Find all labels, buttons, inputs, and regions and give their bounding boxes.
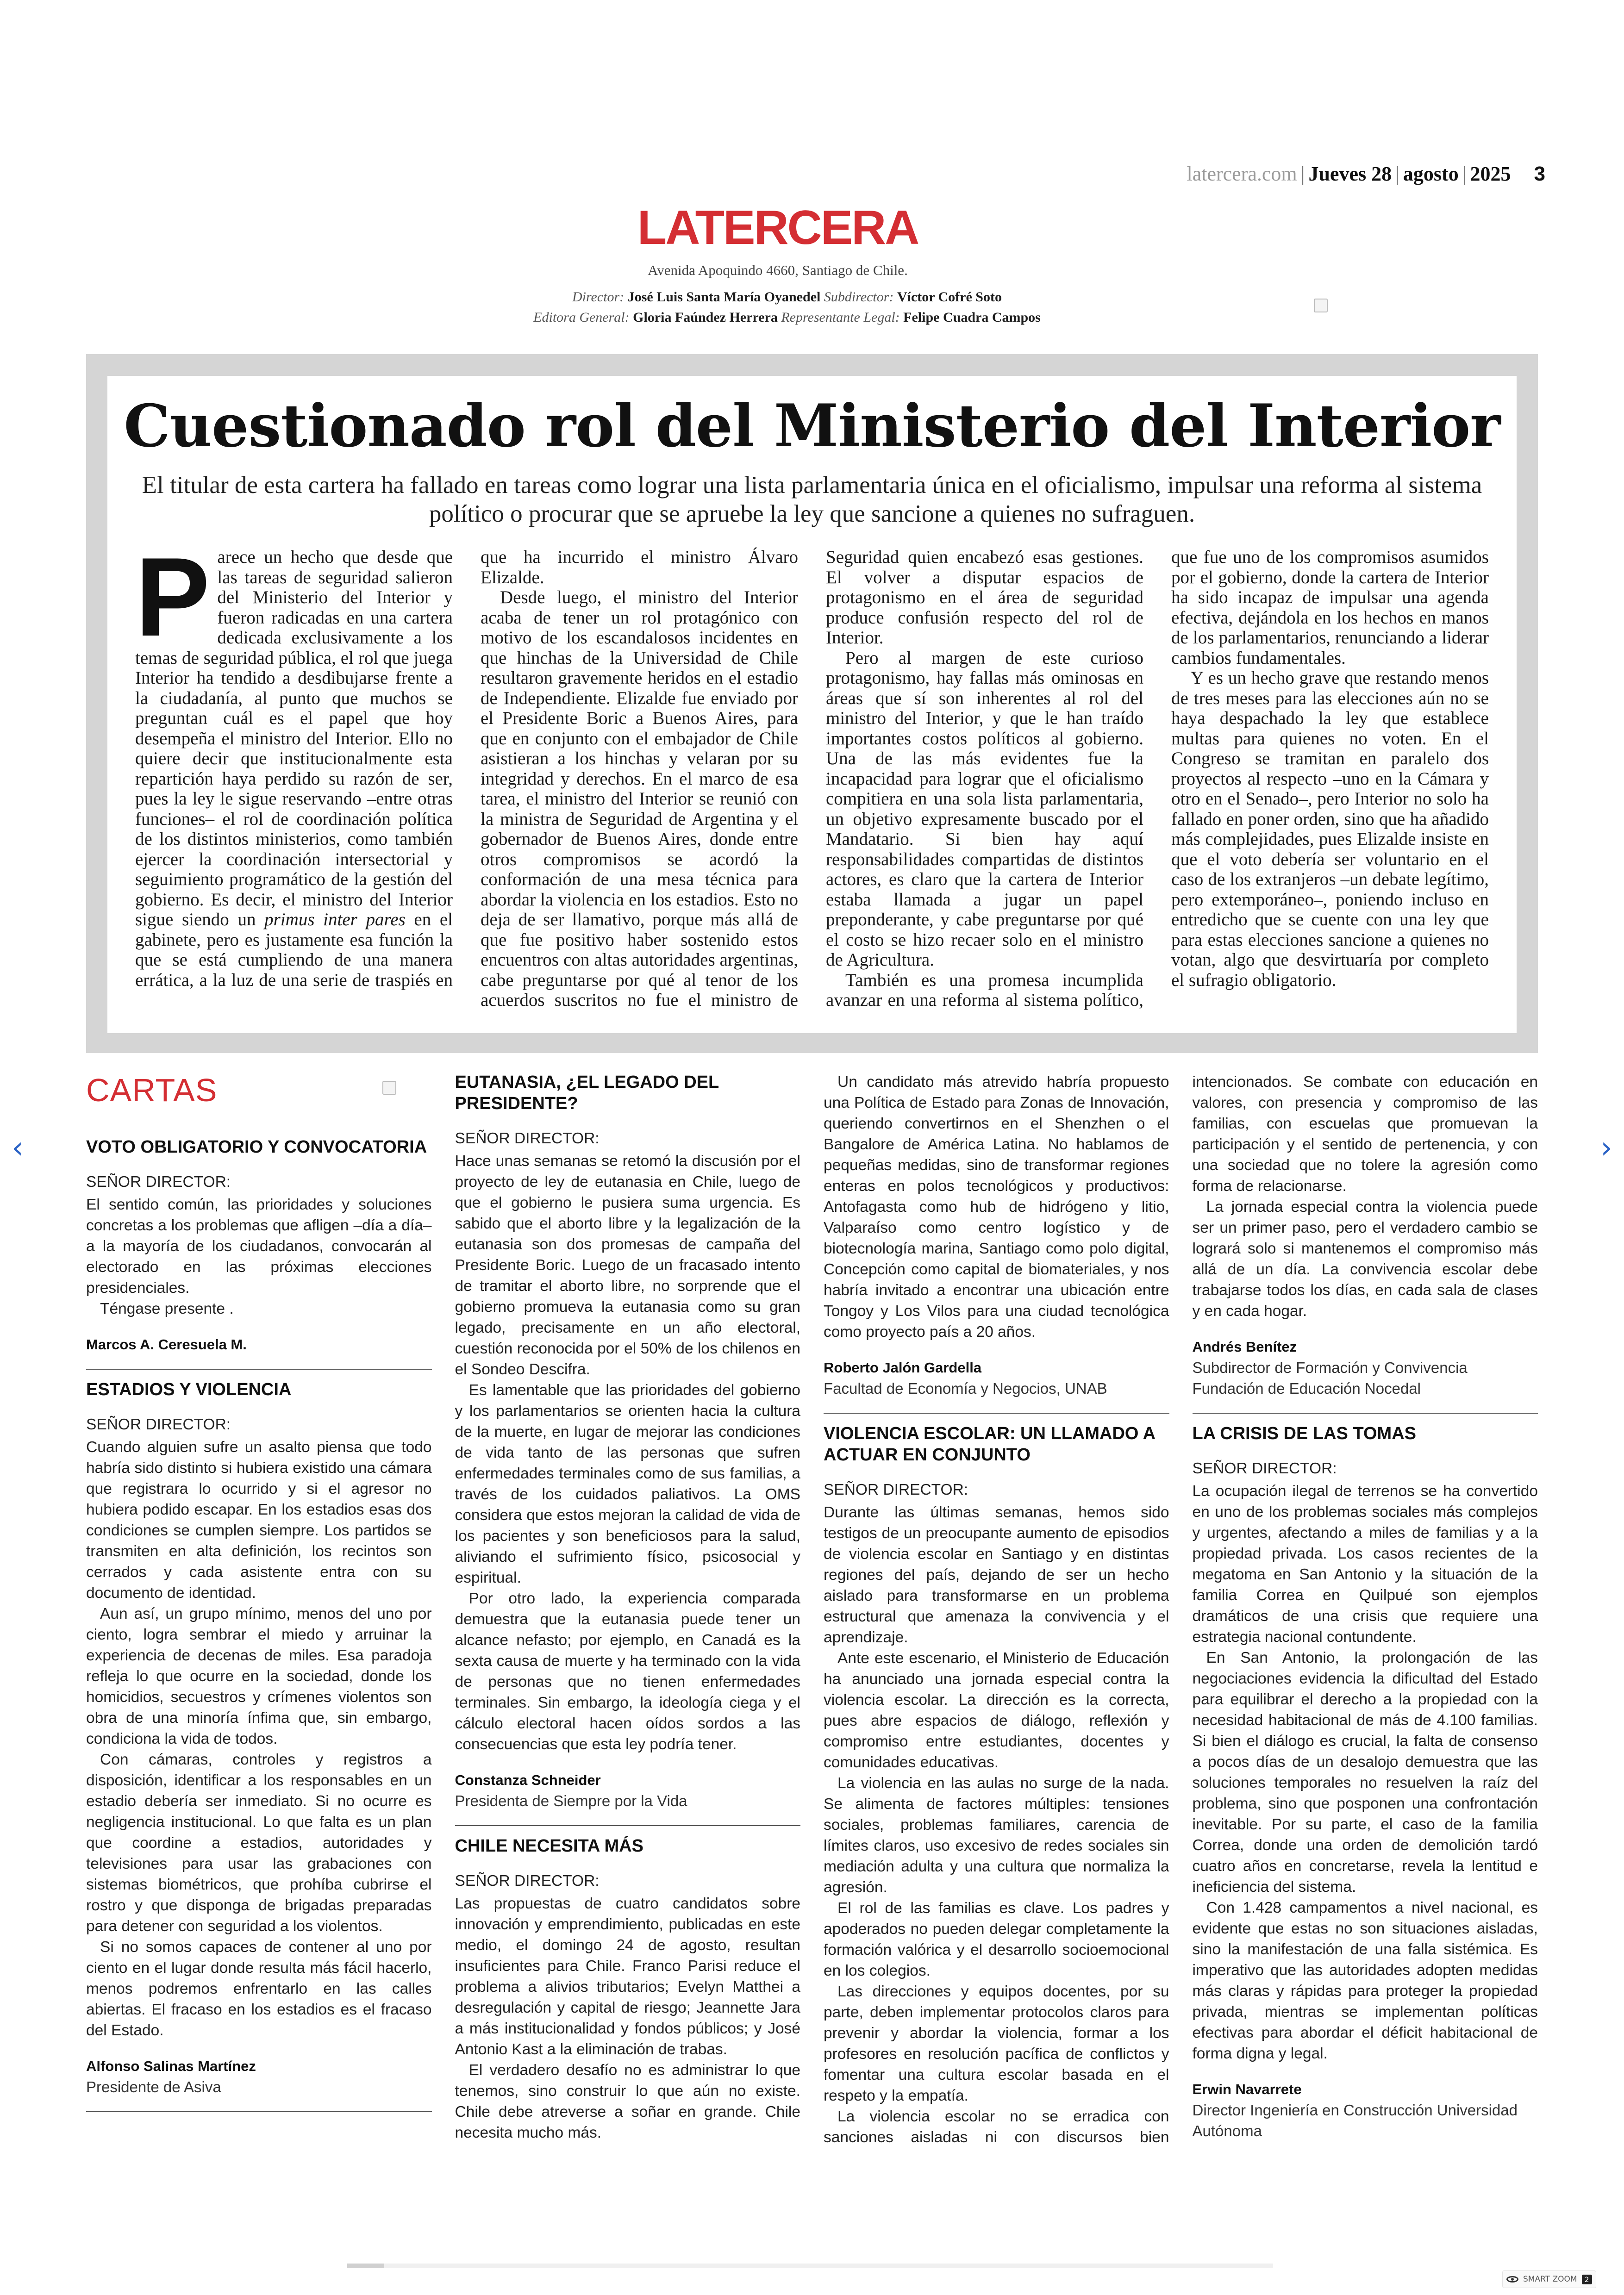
letter-paragraph: Las propuestas de cuatro candidatos sobre innovación y emprendimiento, publicadas en este medio, el domingo 24 de agosto, resultan insuficientes para Chile. Franco Parisi reduce el problema a alivios tributarios; Evelyn Matthei a desregulación y capital de riesgo; Jeannette Jara a más institucionalidad y fondos públicos; y José Antonio Kast a la eliminación de trabas.	[455, 1895, 800, 2058]
masthead	[602, 201, 954, 279]
editorial-title: Cuestionado rol del Ministerio del Interior	[124, 392, 1500, 460]
scrollbar-thumb[interactable]	[347, 2264, 384, 2268]
scrollbar-track[interactable]	[347, 2264, 1273, 2268]
letter-title: LA CRISIS DE LAS TOMAS	[1192, 1424, 1416, 1443]
letter-salutation: SEÑOR DIRECTOR:	[86, 1416, 231, 1433]
editorial-box	[107, 376, 1517, 1033]
letter-divider	[824, 1413, 1169, 1414]
editorial-paragraph: También es una promesa incumplida avanzar en una reforma al sistema político, que fue uno de los compromisos asumidos por el gobierno, donde la cartera de Interior ha sido incapaz de impulsar una agenda efectiva, dejándola en los hechos en manos de los parlamentarios, renunciando a liderar cambios fundamentales.	[826, 547, 1489, 1010]
director-label: Director:	[572, 289, 625, 305]
editorial-paragraph: Y es un hecho grave que restando menos de tres meses para las elecciones aún no se haya despachado la ley que establece multas para quienes no voten. En el Congreso se tramitan en paralelo dos proyectos al respecto –uno en la Cámara y otro en el Senado–, pero Interior no solo ha fallado en poner orden, sino que ha añadido más complejidades, pues Elizalde insiste en que el voto debería ser voluntario en el caso de los extranjeros –un debate legítimo, pero extemporáneo–, poniendo incluso en entredicho que se cuente con una ley que para estas elecciones sancione a quienes no votan, algo que desvirtuaría por completo el sufragio obligatorio.	[1171, 668, 1489, 990]
letter-signature: Erwin Navarrete	[1192, 2081, 1302, 2097]
letter-paragraph: La ocupación ilegal de terrenos se ha convertido en uno de los problemas sociales más complejos y urgentes, afectando a miles de familias y a la propiedad privada. Los casos recientes de la megatoma en San Antonio y la situación de la familia Correa en Quilpué son ejemplos dramáticos de una crisis que requiere una estrategia nacional contundente.	[1192, 1483, 1538, 1646]
letter-title: VIOLENCIA ESCOLAR: UN LLAMADO A ACTUAR EN CONJUNTO	[824, 1424, 1155, 1465]
letter-signature: Andrés Benítez	[1192, 1339, 1297, 1355]
page-number: 3	[1534, 162, 1545, 185]
letter-paragraph: La violencia en las aulas no surge de la nada. Se alimenta de factores múltiples: tensiones sociales, problemas familiares, carencia de límites claros, uso excesivo de redes sociales sin mediación adulta y una cultura que normaliza la agresión.	[824, 1775, 1169, 1896]
representante-name: Felipe Cuadra Campos	[903, 310, 1041, 325]
letter-signature: Alfonso Salinas Martínez	[86, 2058, 256, 2074]
cartas-section	[86, 1072, 1538, 2150]
letter-signature: Constanza Schneider	[455, 1772, 601, 1788]
editorial-body	[135, 535, 1489, 1019]
representante-label: Representante Legal:	[781, 310, 900, 325]
subdirector-label: Subdirector:	[824, 289, 894, 305]
letter	[1193, 1423, 1538, 2141]
site-name: latercera.com	[1187, 162, 1297, 185]
letter-salutation: SEÑOR DIRECTOR:	[455, 1872, 600, 1890]
zoom-badge: 2	[1582, 2275, 1592, 2284]
newspaper-logo: LATERCERA	[637, 201, 918, 255]
letter-paragraph: Si no somos capaces de contener al uno por ciento en el lugar donde resulta más fácil hacerlo, menos podremos enfrentarlo en las calles abiertas. El fracaso en los estadios es el fracaso del Estado.	[86, 1939, 432, 2039]
flag-icon[interactable]	[1314, 299, 1328, 312]
letter-paragraph: Hace unas semanas se retomó la discusión por el proyecto de ley de eutanasia en Chile, luego de que el gobierno le pusiera suma urgencia. Es sabido que el aborto libre y la legalización de la eutanasia son dos promesas de campaña del Presidente Boric. Luego de un fracasado intento de tramitar el aborto libre, no sorprende que el gobierno promueva la eutanasia como su gran legado, precisamente en un año electoral, cuestión reconocida por el 50% de los chilenos en el Sondeo Descifra.	[455, 1153, 800, 1378]
letter-paragraph: En San Antonio, la prolongación de las negociaciones evidencia la dificultad del Estado para equilibrar el derecho a la propiedad con la necesidad habitacional de más de 4.100 familias. Si bien el diálogo es crucial, la falta de consenso a pocos días de un desalojo demuestra que las soluciones temporales no resuelven la raíz del problema, sino que posponen una confrontación inevitable. Por su parte, el caso de la familia Correa, donde una orden de demolición tardó cuatro años en concretarse, revela la lentitud e ineficiencia del sistema.	[1192, 1649, 1538, 1896]
date-day: Jueves 28	[1308, 162, 1392, 185]
letter-author-role: Facultad de Economía y Negocios, UNAB	[824, 1380, 1107, 1397]
editorial-paragraph: Desde luego, el ministro del Interior acaba de tener un rol protagónico con motivo de los escandalosos incidentes en que hinchas de la Universidad de Chile resultaron gravemente heridos en el estadio de Independiente. Elizalde fue enviado por el Presidente Boric a Buenos Aires, para que en conjunto con el embajador de Chile asistieran a los hinchas y velaran por su integridad y derechos. En el marco de esa tarea, el ministro del Interior se reunió con la ministra de Seguridad de Argentina y el gobernador de Buenos Aires, donde entre otros compromisos se acordó la conformación de una mesa técnica para abordar la violencia en los estadios. Esto no deja de ser llamativo, porque más allá de que fue positivo haber sostenido estos encuentros con altas autoridades argentinas, cabe preguntarse por qué al tenor de los acuerdos suscritos no fue el ministro de Seguridad quien encabezó esas gestiones. El volver a disputar espacios de protagonismo en el área de seguridad produce confusión respecto del rol de Interior.	[481, 547, 1143, 1010]
letter-paragraph: Con 1.428 campamentos a nivel nacional, es evidente que estas no son situaciones aisladas, sino la manifestación de una falla sistémica. Es imperativo que las autoridades adopten medidas más claras y rápidas para proteger la propiedad privada, mientras se implementan políticas efectivas para abordar el déficit habitacional de forma digna y legal.	[1192, 1899, 1538, 2062]
letter-paragraph: Un candidato más atrevido habría propuesto una Política de Estado para Zonas de Innovación, queriendo convertirnos en el Shenzhen o el Bangalore de América Latina. No hablamos de pequeñas medidas, sino de transformar regiones enteras en polos tecnológicos y productivos: Antofagasta como hub de hidrógeno y litio, Valparaíso como centro logístico y de biotecnología marina, Santiago como polo digital, Concepción como capital de biomateriales, y nos habría invitado a encontrar una ubicación entre Tongoy y Los Vilos para una ciudad tecnológica como proyecto país a 20 años.	[824, 1073, 1169, 1341]
letter-title: VOTO OBLIGATORIO Y CONVOCATORIA	[86, 1137, 427, 1157]
letter-signature: Marcos A. Ceresuela M.	[86, 1336, 247, 1353]
cartas-title: CARTAS	[86, 1072, 218, 1108]
letter-paragraph: Téngase presente .	[100, 1300, 234, 1317]
letter-salutation: SEÑOR DIRECTOR:	[824, 1481, 968, 1498]
letter-paragraph: La violencia escolar no se erradica con sanciones aisladas ni con discursos bien intencionados. Se combate con educación en valores, con presencia y compromiso de las familias, con escuelas que promuevan la participación y el sentido de pertenencia, y con una sociedad que no tolere la agresión como forma de relacionarse.	[824, 1073, 1538, 2146]
letter-body	[86, 1437, 432, 2041]
letter-body	[86, 1194, 432, 1319]
editorial-paragraph: Pero al margen de este curioso protagonismo, hay fallas más ominosas en áreas que sí son inherentes al rol del ministro del Interior, y que le han traído importantes costos políticos al gobierno. Una de las más evidentes fue la incapacidad para lograr que el oficialismo compitiera en una sola lista parlamentaria, un objetivo expresamente buscado por el Mandatario. Si bien hay aquí responsabilidades compartidas de distintos actores, es claro que la cartera de Interior estaba llamada a jugar un papel preponderante, y cabe preguntarse por qué el costo se hizo recaer solo en el ministro de Agricultura.	[826, 648, 1143, 970]
letter-paragraph: Cuando alguien sufre un asalto piensa que todo habría sido distinto si hubiera existido una cámara que registrara lo ocurrido y si el agresor no hubiera podido escapar. En los estadios esas dos condiciones se cumplen siempre. Los partidos se transmiten en alta definición, los recintos son cerrados y cada asistente entra con su documento de identidad.	[86, 1439, 432, 1602]
letter	[86, 1136, 432, 1370]
letter-author-role: Director Ingeniería en Construcción Universidad Autónoma	[1192, 2102, 1518, 2139]
letter-divider	[86, 1369, 432, 1370]
letter-salutation: SEÑOR DIRECTOR:	[86, 1173, 231, 1191]
letter-paragraph: Con cámaras, controles y registros a disposición, identificar a los responsables en un estadio debería ser inmediato. Si no ocurre es negligencia institucional. Lo que falta es un plan que coordine a estadios, autoridades y televisiones para usar las grabaciones con sistemas biométricos, que prohíba cubrirse el rostro y que disponga de brigadas preparadas para detener con seguridad a los violentos.	[86, 1751, 432, 1935]
latin-phrase: primus inter pares	[264, 910, 406, 929]
date-year: 2025	[1470, 162, 1511, 185]
newspaper-address: Avenida Apoquindo 4660, Santiago de Chile.	[648, 262, 908, 278]
letter-title: CHILE NECESITA MÁS	[455, 1836, 643, 1856]
letter	[86, 1379, 432, 2112]
smart-zoom-button[interactable]	[1502, 2270, 1596, 2288]
letter-author-role: Presidente de Asiva	[86, 2078, 221, 2095]
director-name: José Luis Santa María Oyanedel	[627, 289, 821, 305]
letter-paragraph: El sentido común, las prioridades y soluciones concretas a los problemas que afligen –día a día– a la mayoría de los ciudadanos, convocarán al electorado en las próximas elecciones presidenciales.	[86, 1196, 432, 1297]
letter-body	[455, 1151, 801, 1755]
letter-author-role: Subdirector de Formación y Convivencia Fundación de Educación Nocedal	[1192, 1359, 1468, 1397]
editorial-subtitle: El titular de esta cartera ha fallado en tareas como lograr una lista parlamentaria única en el oficialismo, impulsar una reforma al sistema político o procurar que se apruebe la ley que sancione a quienes no sufraguen.	[142, 472, 1482, 527]
staff-credits	[463, 287, 1111, 328]
letter-paragraph: Es lamentable que las prioridades del gobierno y los parlamentarios se orienten hacia la cultura de la muerte, en lugar de mejorar las condiciones de vida tanto de las personas que sufren enfermedades terminales como de sus familias, a través de los cuidados paliativos. La OMS considera que estos mejoran la calidad de vida de los pacientes y son beneficiosos para la salud, aliviando el sufrimiento físico, psicosocial y espiritual.	[455, 1382, 800, 1586]
chevron-left-icon[interactable]: ‹	[12, 1131, 24, 1165]
smart-zoom-label: SMART ZOOM	[1523, 2275, 1577, 2284]
letters-columns	[86, 1072, 1538, 2150]
date-month: agosto	[1403, 162, 1459, 185]
letter-divider	[86, 2111, 432, 2112]
letter-title: ESTADIOS Y VIOLENCIA	[86, 1380, 292, 1399]
letter-divider	[1193, 1413, 1538, 1414]
letter	[455, 1072, 801, 1826]
letter-paragraph: Durante las últimas semanas, hemos sido testigos de un preocupante aumento de episodios de violencia escolar en Santiago y en distintas regiones del país, dejando de ser un hecho aislado para transformarse en un problema estructural que amenaza la convivencia y el aprendizaje.	[824, 1504, 1169, 1646]
letter-paragraph: El rol de las familias es clave. Los padres y apoderados no pueden delegar completamente la formación valórica y el desarrollo socioemocional en los colegios.	[824, 1900, 1169, 1979]
letter-title: EUTANASIA, ¿EL LEGADO DEL PRESIDENTE?	[455, 1073, 719, 1113]
letter-paragraph: Ante este escenario, el Ministerio de Educación ha anunciado una jornada especial contra la violencia escolar. La dirección es la correcta, pues abre espacios de diálogo, reflexión y compromiso entre estudiantes, docentes y comunidades educativas.	[824, 1650, 1169, 1771]
letter-divider	[455, 1825, 801, 1826]
letter-paragraph: La jornada especial contra la violencia puede ser un primer paso, pero el verdadero cambio se logrará solo si mantenemos el compromiso más allá de un día. La convivencia escolar debe trabajarse todos los días, en cada sala de clases y en cada hogar.	[1192, 1198, 1538, 1320]
editora-name: Gloria Faúndez Herrera	[633, 310, 778, 325]
letter-body	[1193, 1481, 1538, 2064]
editorial-paragraph: Parece un hecho que desde que las tareas de seguridad salieron del Ministerio del Interior y fueron radicadas en una cartera dedicada exclusivamente a los temas de seguridad pública, el rol que juega Interior ha tendido a desdibujarse frente a la ciudadanía, al punto que muchos se preguntan cuál es el papel que hoy desempeña el ministro del Interior. Ello no quiere decir que institucionalmente esta repartición haya perdido su razón de ser, pues la ley le sigue reservando –entre otras funciones– el rol de coordinación política de los distintos ministerios, como también ejercer la coordinación intersectorial y seguimiento programático de la gestión del gobierno. Es decir, el ministro del Interior sigue siendo un primus inter pares en el gabinete, pero es justamente esa función la que se está cumpliendo de una manera errática, a la luz de una serie de traspiés en que ha incurrido el ministro Álvaro Elizalde.	[135, 535, 798, 990]
date-line: latercera.com | Jueves 28 | agosto | 2025 3	[1187, 162, 1545, 185]
letter-paragraph: Aun así, un grupo mínimo, menos del uno por ciento, logra sembrar el miedo y arruinar la experiencia de decenas de miles. Esa paradoja refleja lo que ocurre en la sociedad, donde los homicidios, secuestros y crímenes violentos son obra de una minoría ínfima que, sin embargo, condiciona la vida de todos.	[86, 1605, 432, 1747]
letter-author-role: Presidenta de Siempre por la Vida	[455, 1792, 687, 1809]
chevron-right-icon[interactable]: ›	[1600, 1131, 1612, 1165]
letter-salutation: SEÑOR DIRECTOR:	[1192, 1460, 1337, 1477]
editora-label: Editora General:	[533, 310, 630, 325]
eye-icon	[1506, 2276, 1518, 2283]
letter-signature: Roberto Jalón Gardella	[824, 1360, 982, 1376]
letter-paragraph: Por otro lado, la experiencia comparada demuestra que la eutanasia puede tener un alcance nefasto; por ejemplo, en Canadá es la sexta causa de muerte y ha terminado con la vida de personas que no tienen enfermedades terminales. Sin embargo, la ideología ciega y el cálculo electoral hacen oídos sordos a las consecuencias que esta ley podría tener.	[455, 1590, 800, 1753]
letter-paragraph: El verdadero desafío no es administrar lo que tenemos, sino construir lo que aún no existe. Chile debe atreverse a soñar en grande. Chile necesita mucho más.	[455, 2062, 800, 2141]
subdirector-name: Víctor Cofré Soto	[897, 289, 1002, 305]
letter-paragraph: Las direcciones y equipos docentes, por su parte, deben implementar protocolos claros para prevenir y abordar la violencia, formar a los profesores en resolución pacífica de conflictos y fomentar una cultura escolar basada en el respeto y la empatía.	[824, 1983, 1169, 2104]
letter-salutation: SEÑOR DIRECTOR:	[455, 1130, 600, 1147]
section-header-space	[86, 1072, 432, 1127]
drop-cap: P	[135, 535, 210, 660]
